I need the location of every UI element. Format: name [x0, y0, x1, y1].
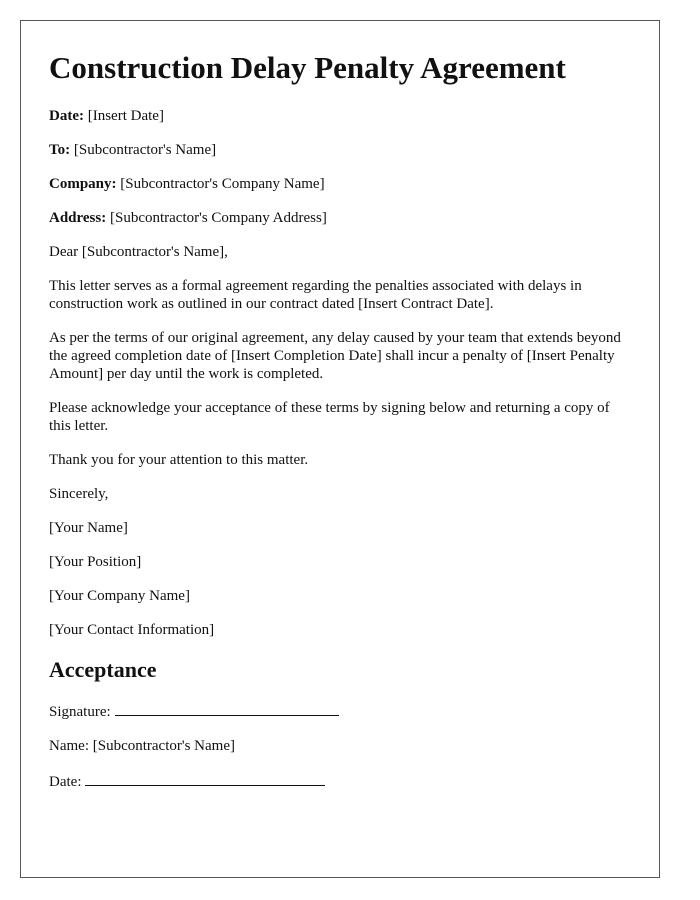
closing: Sincerely, [49, 486, 109, 502]
salutation: Dear [Subcontractor's Name], [49, 244, 228, 260]
signature-line[interactable] [115, 701, 339, 716]
address-value: [Subcontractor's Company Address] [109, 210, 327, 226]
date-label: Date: [49, 108, 84, 124]
address-field [49, 209, 631, 227]
sender-position: [Your Position] [49, 554, 142, 570]
sender-contact: [Your Contact Information] [49, 622, 215, 638]
sender-company: [Your Company Name] [49, 588, 190, 604]
body-paragraph: As per the terms of our original agreement, any delay caused by your team that extends beyond the agreed completion date of [Insert Completion Date] shall incur a penalty of [Insert Penalty Amount] per day until the work is completed. [49, 330, 621, 382]
date-value: [Insert Date] [87, 108, 164, 124]
to-value: [Subcontractor's Name] [73, 142, 217, 158]
acceptance-date-label: Date: [49, 774, 82, 790]
signature-label: Signature: [49, 704, 111, 720]
address-label: Address: [49, 210, 107, 226]
to-label: To: [49, 142, 71, 158]
signature-row [49, 701, 631, 721]
body-paragraph: Please acknowledge your acceptance of these terms by signing below and returning a copy of this letter. [49, 400, 610, 434]
document-title: Construction Delay Penalty Agreement [49, 50, 566, 85]
company-field [49, 175, 631, 193]
company-label: Company: [49, 176, 117, 192]
body-paragraph: This letter serves as a formal agreement regarding the penalties associated with delays in construction work as outlined in our contract dated [Insert Contract Date]. [49, 278, 582, 312]
acceptance-date-row [49, 771, 631, 791]
company-value: [Subcontractor's Company Name] [120, 176, 325, 192]
sender-name: [Your Name] [49, 520, 128, 536]
acceptance-heading: Acceptance [49, 657, 157, 682]
acceptance-name: Name: [Subcontractor's Name] [49, 738, 235, 754]
date-line[interactable] [85, 771, 325, 786]
to-field [49, 141, 631, 159]
date-field [49, 107, 631, 125]
body-paragraph: Thank you for your attention to this matter. [49, 452, 309, 468]
letter-page [20, 20, 660, 878]
